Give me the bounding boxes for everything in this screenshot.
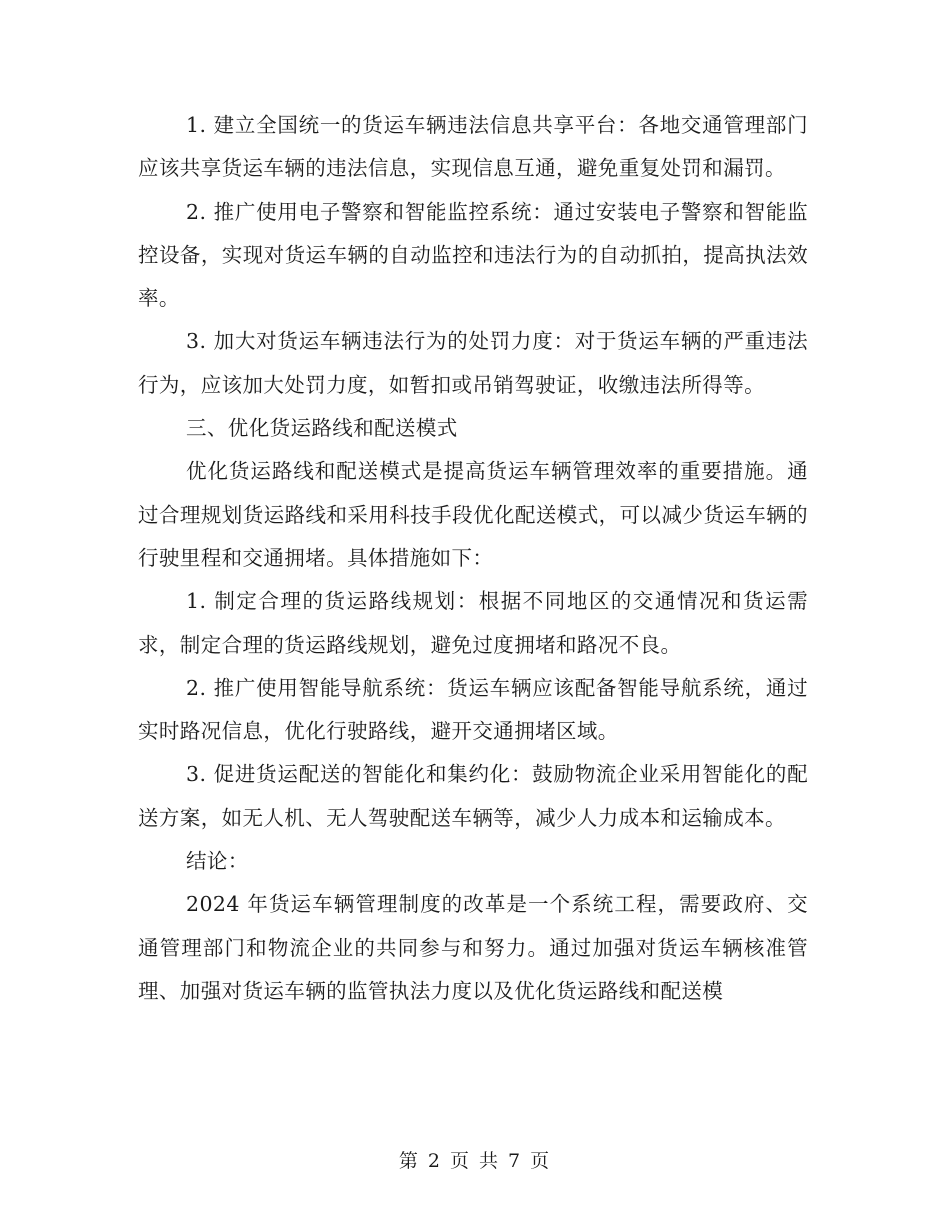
document-body	[138, 104, 808, 1013]
paragraph-conclusion: 2024 年货运车辆管理制度的改革是一个系统工程，需要政府、交通管理部门和物流企业的共同参与和努力。通过加强对货运车辆核准管理、加强对货运车辆的监管执法力度以及优化货运路线和配送模	[138, 892, 808, 1003]
paragraph-smart-navigation: 2. 推广使用智能导航系统：货运车辆应该配备智能导航系统，通过实时路况信息，优化行驶路线，避开交通拥堵区域。	[138, 675, 808, 744]
section-heading-optimize-routes: 三、优化货运路线和配送模式	[186, 416, 458, 441]
paragraph-route-planning: 1. 制定合理的货运路线规划：根据不同地区的交通情况和货运需求，制定合理的货运路线规划，避免过度拥堵和路况不良。	[138, 589, 808, 657]
paragraph-smart-delivery: 3. 促进货运配送的智能化和集约化：鼓励物流企业采用智能化的配送方案，如无人机、无人驾驶配送车辆等，减少人力成本和运输成本。	[138, 762, 808, 830]
paragraph-penalty-strength: 3. 加大对货运车辆违法行为的处罚力度：对于货运车辆的严重违法行为，应该加大处罚力度，如暂扣或吊销驾驶证，收缴违法所得等。	[138, 329, 808, 397]
page-number-footer: 第 2 页 共 7 页	[398, 1150, 552, 1172]
paragraph-optimize-intro: 优化货运路线和配送模式是提高货运车辆管理效率的重要措施。通过合理规划货运路线和采用科技手段优化配送模式，可以减少货运车辆的行驶里程和交通拥堵。具体措施如下：	[138, 459, 808, 570]
paragraph-violation-info-sharing: 1. 建立全国统一的货运车辆违法信息共享平台：各地交通管理部门应该共享货运车辆的违法信息，实现信息互通，避免重复处罚和漏罚。	[138, 113, 808, 181]
paragraph-electronic-police: 2. 推广使用电子警察和智能监控系统：通过安装电子警察和智能监控设备，实现对货运车辆的自动监控和违法行为的自动抓拍，提高执法效率。	[138, 199, 808, 311]
conclusion-heading: 结论：	[186, 849, 249, 874]
